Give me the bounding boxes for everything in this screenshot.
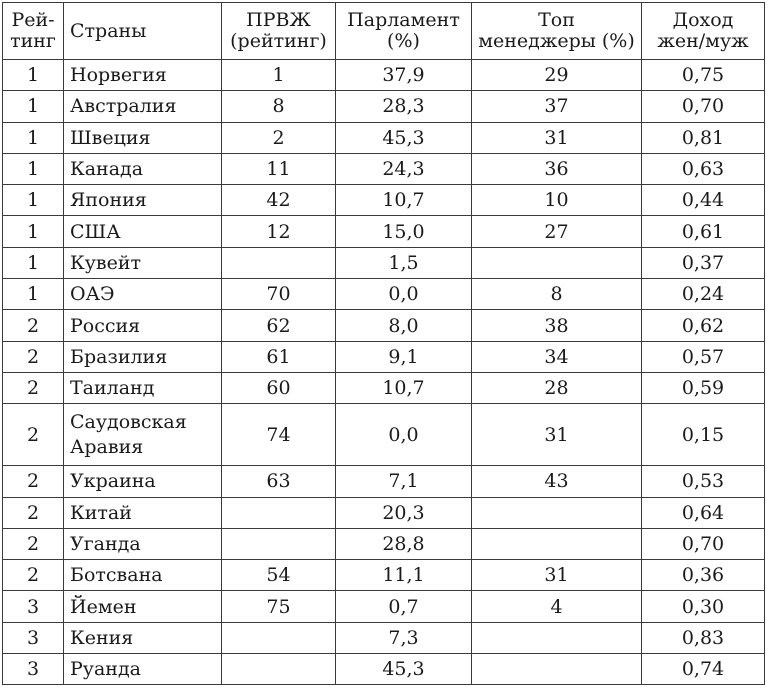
cell-managers: 10: [472, 185, 642, 216]
cell-parliament: 45,3: [336, 122, 472, 153]
header-prvzh-line1: ПРВЖ: [246, 9, 311, 31]
header-income-line2: жен/муж: [657, 30, 749, 52]
cell-parliament: 15,0: [336, 216, 472, 247]
table-row: [3, 591, 765, 622]
cell-prvzh: 2: [222, 122, 336, 153]
cell-income: 0,70: [642, 528, 765, 559]
cell-managers: [472, 622, 642, 653]
cell-prvzh: [222, 622, 336, 653]
cell-parliament: 0,7: [336, 591, 472, 622]
header-rank-line1: Рей-: [11, 9, 55, 31]
header-prvzh: [222, 3, 336, 60]
table-row: [3, 341, 765, 372]
cell-rank: 1: [3, 216, 64, 247]
cell-income: 0,53: [642, 466, 765, 497]
table-row: [3, 247, 765, 278]
cell-prvzh: 42: [222, 185, 336, 216]
cell-prvzh: 61: [222, 341, 336, 372]
cell-country: Таиланд: [64, 372, 222, 403]
cell-prvzh: 74: [222, 404, 336, 466]
header-managers-line2: менеджеры (%): [478, 30, 635, 52]
header-managers-line1: Топ: [538, 9, 575, 31]
cell-prvzh: 11: [222, 153, 336, 184]
cell-parliament: 24,3: [336, 153, 472, 184]
cell-rank: 1: [3, 247, 64, 278]
cell-rank: 3: [3, 591, 64, 622]
cell-income: 0,75: [642, 60, 765, 91]
cell-country: Кувейт: [64, 247, 222, 278]
header-rank-line2: тинг: [10, 30, 56, 52]
cell-country: ОАЭ: [64, 279, 222, 310]
cell-parliament: 7,3: [336, 622, 472, 653]
header-prvzh-line2: (рейтинг): [230, 30, 327, 52]
header-income: [642, 3, 765, 60]
cell-rank: 2: [3, 404, 64, 466]
data-table: [2, 2, 765, 685]
cell-parliament: 0,0: [336, 404, 472, 466]
cell-parliament: 7,1: [336, 466, 472, 497]
cell-rank: 3: [3, 654, 64, 685]
cell-rank: 2: [3, 560, 64, 591]
cell-income: 0,62: [642, 310, 765, 341]
cell-prvzh: 62: [222, 310, 336, 341]
cell-income: 0,59: [642, 372, 765, 403]
cell-income: 0,83: [642, 622, 765, 653]
header-row: [3, 3, 765, 60]
cell-country: Норвегия: [64, 60, 222, 91]
table-row: [3, 279, 765, 310]
table-body: [3, 60, 765, 685]
cell-country: Ботсвана: [64, 560, 222, 591]
table-row: [3, 654, 765, 685]
cell-parliament: 9,1: [336, 341, 472, 372]
cell-country: Бразилия: [64, 341, 222, 372]
cell-parliament: 45,3: [336, 654, 472, 685]
cell-prvzh: 12: [222, 216, 336, 247]
table-row: [3, 497, 765, 528]
cell-country: Япония: [64, 185, 222, 216]
cell-parliament: 11,1: [336, 560, 472, 591]
table-header: [3, 3, 765, 60]
cell-managers: 43: [472, 466, 642, 497]
table-row: [3, 466, 765, 497]
cell-country: Уганда: [64, 528, 222, 559]
cell-rank: 1: [3, 279, 64, 310]
cell-country: Австралия: [64, 91, 222, 122]
cell-managers: [472, 654, 642, 685]
cell-income: 0,74: [642, 654, 765, 685]
header-parliament: [336, 3, 472, 60]
cell-prvzh: [222, 247, 336, 278]
cell-country: Швеция: [64, 122, 222, 153]
cell-income: 0,36: [642, 560, 765, 591]
cell-managers: 31: [472, 560, 642, 591]
table-row: [3, 560, 765, 591]
cell-rank: 2: [3, 497, 64, 528]
cell-managers: 29: [472, 60, 642, 91]
cell-income: 0,61: [642, 216, 765, 247]
cell-income: 0,24: [642, 279, 765, 310]
cell-prvzh: 1: [222, 60, 336, 91]
cell-rank: 3: [3, 622, 64, 653]
table-row: [3, 404, 765, 466]
cell-managers: [472, 497, 642, 528]
cell-country: Кения: [64, 622, 222, 653]
cell-managers: 28: [472, 372, 642, 403]
cell-country: США: [64, 216, 222, 247]
cell-parliament: 10,7: [336, 185, 472, 216]
cell-parliament: 28,3: [336, 91, 472, 122]
cell-managers: 38: [472, 310, 642, 341]
header-country: [64, 3, 222, 60]
cell-rank: 1: [3, 122, 64, 153]
table-row: [3, 216, 765, 247]
table-row: [3, 622, 765, 653]
cell-income: 0,44: [642, 185, 765, 216]
cell-prvzh: 60: [222, 372, 336, 403]
cell-parliament: 37,9: [336, 60, 472, 91]
header-parliament-line1: Парламент: [347, 9, 460, 31]
cell-country: Саудовская Аравия: [64, 404, 222, 466]
cell-managers: 31: [472, 122, 642, 153]
table-row: [3, 310, 765, 341]
cell-income: 0,63: [642, 153, 765, 184]
cell-prvzh: [222, 654, 336, 685]
cell-rank: 1: [3, 91, 64, 122]
cell-managers: 4: [472, 591, 642, 622]
cell-managers: 36: [472, 153, 642, 184]
table-row: [3, 528, 765, 559]
cell-managers: 37: [472, 91, 642, 122]
cell-parliament: 28,8: [336, 528, 472, 559]
cell-country: Йемен: [64, 591, 222, 622]
cell-prvzh: 75: [222, 591, 336, 622]
cell-managers: [472, 528, 642, 559]
cell-prvzh: 8: [222, 91, 336, 122]
cell-rank: 1: [3, 185, 64, 216]
table-row: [3, 153, 765, 184]
cell-rank: 1: [3, 60, 64, 91]
header-parliament-line2: (%): [387, 30, 420, 52]
cell-country: Украина: [64, 466, 222, 497]
header-country-label: Страны: [70, 19, 147, 42]
cell-country: Канада: [64, 153, 222, 184]
table-row: [3, 91, 765, 122]
cell-rank: 2: [3, 466, 64, 497]
table-row: [3, 60, 765, 91]
cell-income: 0,15: [642, 404, 765, 466]
cell-income: 0,57: [642, 341, 765, 372]
cell-rank: 2: [3, 372, 64, 403]
cell-parliament: 8,0: [336, 310, 472, 341]
table-row: [3, 122, 765, 153]
cell-prvzh: 70: [222, 279, 336, 310]
cell-prvzh: [222, 497, 336, 528]
cell-country: Руанда: [64, 654, 222, 685]
cell-managers: 34: [472, 341, 642, 372]
cell-rank: 2: [3, 341, 64, 372]
cell-income: 0,30: [642, 591, 765, 622]
cell-parliament: 1,5: [336, 247, 472, 278]
cell-parliament: 20,3: [336, 497, 472, 528]
cell-prvzh: 54: [222, 560, 336, 591]
header-income-line1: Доход: [672, 9, 734, 31]
cell-country: Россия: [64, 310, 222, 341]
table-row: [3, 372, 765, 403]
cell-managers: 8: [472, 279, 642, 310]
cell-rank: 2: [3, 310, 64, 341]
cell-parliament: 0,0: [336, 279, 472, 310]
cell-parliament: 10,7: [336, 372, 472, 403]
cell-income: 0,37: [642, 247, 765, 278]
cell-income: 0,64: [642, 497, 765, 528]
cell-country: Китай: [64, 497, 222, 528]
cell-prvzh: [222, 528, 336, 559]
cell-income: 0,81: [642, 122, 765, 153]
cell-income: 0,70: [642, 91, 765, 122]
cell-prvzh: 63: [222, 466, 336, 497]
cell-rank: 1: [3, 153, 64, 184]
header-managers: [472, 3, 642, 60]
header-rank: [3, 3, 64, 60]
cell-managers: [472, 247, 642, 278]
cell-managers: 31: [472, 404, 642, 466]
cell-rank: 2: [3, 528, 64, 559]
table-row: [3, 185, 765, 216]
cell-managers: 27: [472, 216, 642, 247]
